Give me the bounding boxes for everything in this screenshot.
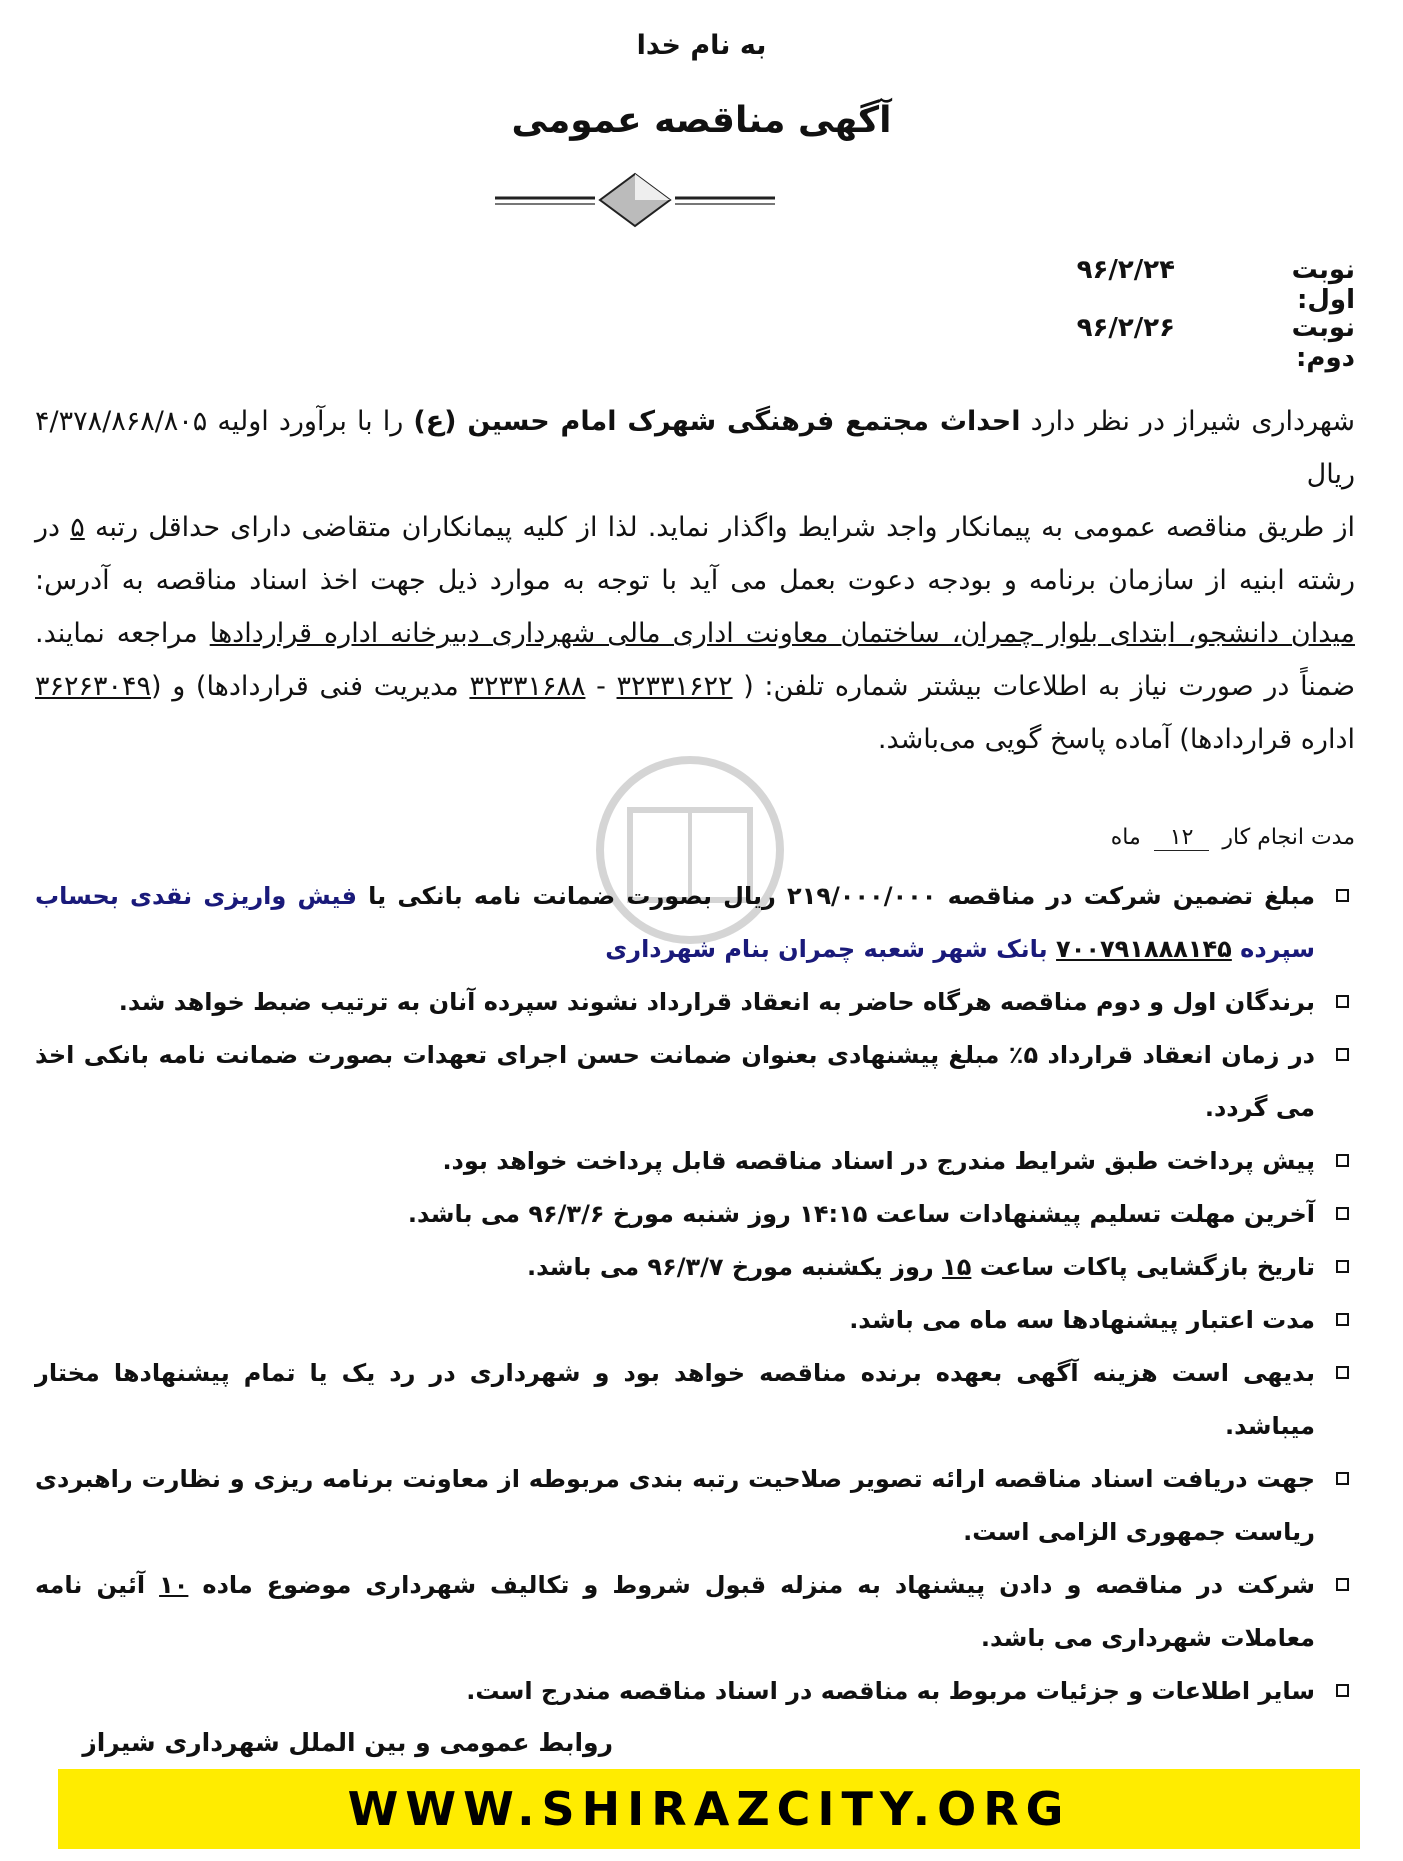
intro-text: مراجعه نمایند. <box>35 618 210 649</box>
list-item <box>35 1559 1355 1665</box>
round-second-label: نوبت دوم: <box>1291 313 1355 373</box>
intro-text: در رشته ابنیه از سازمان برنامه و بودجه دعوت بعمل می آید با توجه به موارد ذیل جهت اخذ اسناد مناقصه به آدرس: <box>35 512 1355 596</box>
checkbox-bullet-icon <box>1336 1207 1349 1220</box>
estimate-amount: ۴/۳۷۸/۸۶۸/۸۰۵ <box>35 406 208 437</box>
phone-number: ۳۲۳۳۱۶۸۸ <box>469 671 586 702</box>
checkbox-bullet-icon <box>1336 1684 1349 1697</box>
article-number: ۱۰ <box>159 1571 189 1599</box>
bullet-text: مدت اعتبار پیشنهادها سه ماه می باشد. <box>849 1306 1315 1334</box>
bullet-text: روز یکشنبه مورخ ۹۶/۳/۷ می باشد. <box>526 1253 943 1281</box>
website-url[interactable]: WWW.SHIRAZCITY.ORG <box>347 1782 1071 1836</box>
intro-text: ضمناً در صورت نیاز به اطلاعات بیشتر شماره تلفن: ( <box>732 671 1355 702</box>
account-number: ۷۰۰۷۹۱۸۸۸۱۴۵ <box>1056 935 1232 963</box>
checkbox-bullet-icon <box>1336 1366 1349 1379</box>
intro-paragraph <box>35 395 1355 766</box>
publisher-signature: روابط عمومی و بین الملل شهرداری شیراز <box>82 1728 613 1757</box>
bullet-text: فیش واریزی نقدی بحساب سپرده <box>35 882 1315 963</box>
round-first-date: ۹۶/۲/۲۴ <box>1076 255 1175 285</box>
bullet-text: بدیهی است هزینه آگهی بعهده برنده مناقصه خواهد بود و شهرداری در رد یک یا تمام پیشنهادها مختار میباشد. <box>35 1359 1315 1440</box>
intro-text: اداره قراردادها) آماده پاسخ گویی می‌باشد. <box>877 724 1355 755</box>
checkbox-bullet-icon <box>1336 889 1349 902</box>
round-first <box>1077 255 1355 315</box>
list-item <box>35 1453 1355 1559</box>
project-name: احداث مجتمع فرهنگی شهرک امام حسین (ع) <box>413 406 1021 437</box>
duration-unit: ماه <box>1110 825 1141 850</box>
list-item <box>35 1029 1355 1135</box>
checkbox-bullet-icon <box>1336 1313 1349 1326</box>
bullet-text: جهت دریافت اسناد مناقصه ارائه تصویر صلاحیت رتبه بندی مربوطه از معاونت برنامه ریزی و نظارت راهبردی ریاست جمهوری الزامی است. <box>35 1465 1315 1546</box>
intro-text: شهرداری شیراز در نظر دارد <box>1020 406 1355 437</box>
checkbox-bullet-icon <box>1336 1260 1349 1273</box>
intro-text: از طریق مناقصه عمومی به پیمانکار واجد شرایط واگذار نماید. لذا از کلیه پیمانکاران متقاضی دارای حداقل رتبه <box>84 512 1356 543</box>
bullet-text: برندگان اول و دوم مناقصه هرگاه حاضر به انعقاد قرارداد نشوند سپرده آنان به ترتیب ضبط خواهد شد. <box>118 988 1315 1016</box>
round-second-date: ۹۶/۲/۲۶ <box>1076 313 1175 343</box>
minimum-grade: ۵ <box>70 512 85 543</box>
bullet-text: شرکت در مناقصه و دادن پیشنهاد به منزله قبول شروط و تکالیف شهرداری موضوع ماده <box>188 1571 1316 1599</box>
checkbox-bullet-icon <box>1336 1154 1349 1167</box>
bullet-text: سایر اطلاعات و جزئیات مربوط به مناقصه در اسناد مناقصه مندرج است. <box>466 1677 1315 1705</box>
checkbox-bullet-icon <box>1336 1578 1349 1591</box>
bullet-text: تاریخ بازگشایی پاکات ساعت <box>971 1253 1315 1281</box>
duration-label: مدت انجام کار <box>1222 825 1355 850</box>
round-second <box>1077 313 1355 373</box>
duration-months: ۱۲ <box>1154 825 1210 851</box>
website-banner[interactable] <box>58 1769 1360 1849</box>
intro-text: ریال <box>1306 459 1355 490</box>
phone-number: ۳۶۲۶۳۰۴۹ <box>35 671 152 702</box>
checkbox-bullet-icon <box>1336 1048 1349 1061</box>
bullet-text: در زمان انعقاد قرارداد ۵٪ مبلغ پیشنهادی بعنوان ضمانت حسن اجرای تعهدات بصورت ضمانت نامه بانکی اخذ می گردد. <box>35 1041 1315 1122</box>
bullet-text: مبلغ تضمین شرکت در مناقصه ۲۱۹/۰۰۰/۰۰۰ ریال بصورت ضمانت نامه بانکی یا <box>356 882 1315 910</box>
checkbox-bullet-icon <box>1336 1472 1349 1485</box>
list-item <box>35 1294 1355 1347</box>
list-item <box>35 1347 1355 1453</box>
list-item <box>35 1241 1355 1294</box>
work-duration <box>1111 825 1355 851</box>
bullet-text: پیش پرداخت طبق شرایط مندرج در اسناد مناقصه قابل پرداخت خواهد بود. <box>442 1147 1315 1175</box>
phone-number: ۳۲۳۳۱۶۲۲ <box>616 671 733 702</box>
intro-text: را با برآورد اولیه <box>207 406 414 437</box>
list-item <box>35 1135 1355 1188</box>
bismillah-heading: به نام خدا <box>636 30 767 61</box>
list-item <box>35 1188 1355 1241</box>
watermark-logo-icon <box>480 740 900 1040</box>
notice-title: آگهی مناقصه عمومی <box>511 100 892 141</box>
intro-text: - <box>585 671 617 702</box>
checkbox-bullet-icon <box>1336 995 1349 1008</box>
bullet-text: آخرین مهلت تسلیم پیشنهادات ساعت ۱۴:۱۵ روز شنبه مورخ ۹۶/۳/۶ می باشد. <box>407 1200 1315 1228</box>
bullet-text: آئین نامه معاملات شهرداری می باشد. <box>35 1571 1315 1652</box>
list-item <box>35 1665 1355 1718</box>
opening-hour: ۱۵ <box>942 1253 972 1281</box>
office-address: میدان دانشجو، ابتدای بلوار چمران، ساختمان معاونت اداری مالی شهرداری دبیرخانه اداره قراردادها <box>209 618 1355 649</box>
round-first-label: نوبت اول: <box>1291 255 1355 315</box>
intro-text: مدیریت فنی قراردادها) و ( <box>151 671 470 702</box>
bullet-text: بانک شهر شعبه چمران بنام شهرداری <box>605 935 1057 963</box>
ornament-divider-icon <box>495 168 775 228</box>
